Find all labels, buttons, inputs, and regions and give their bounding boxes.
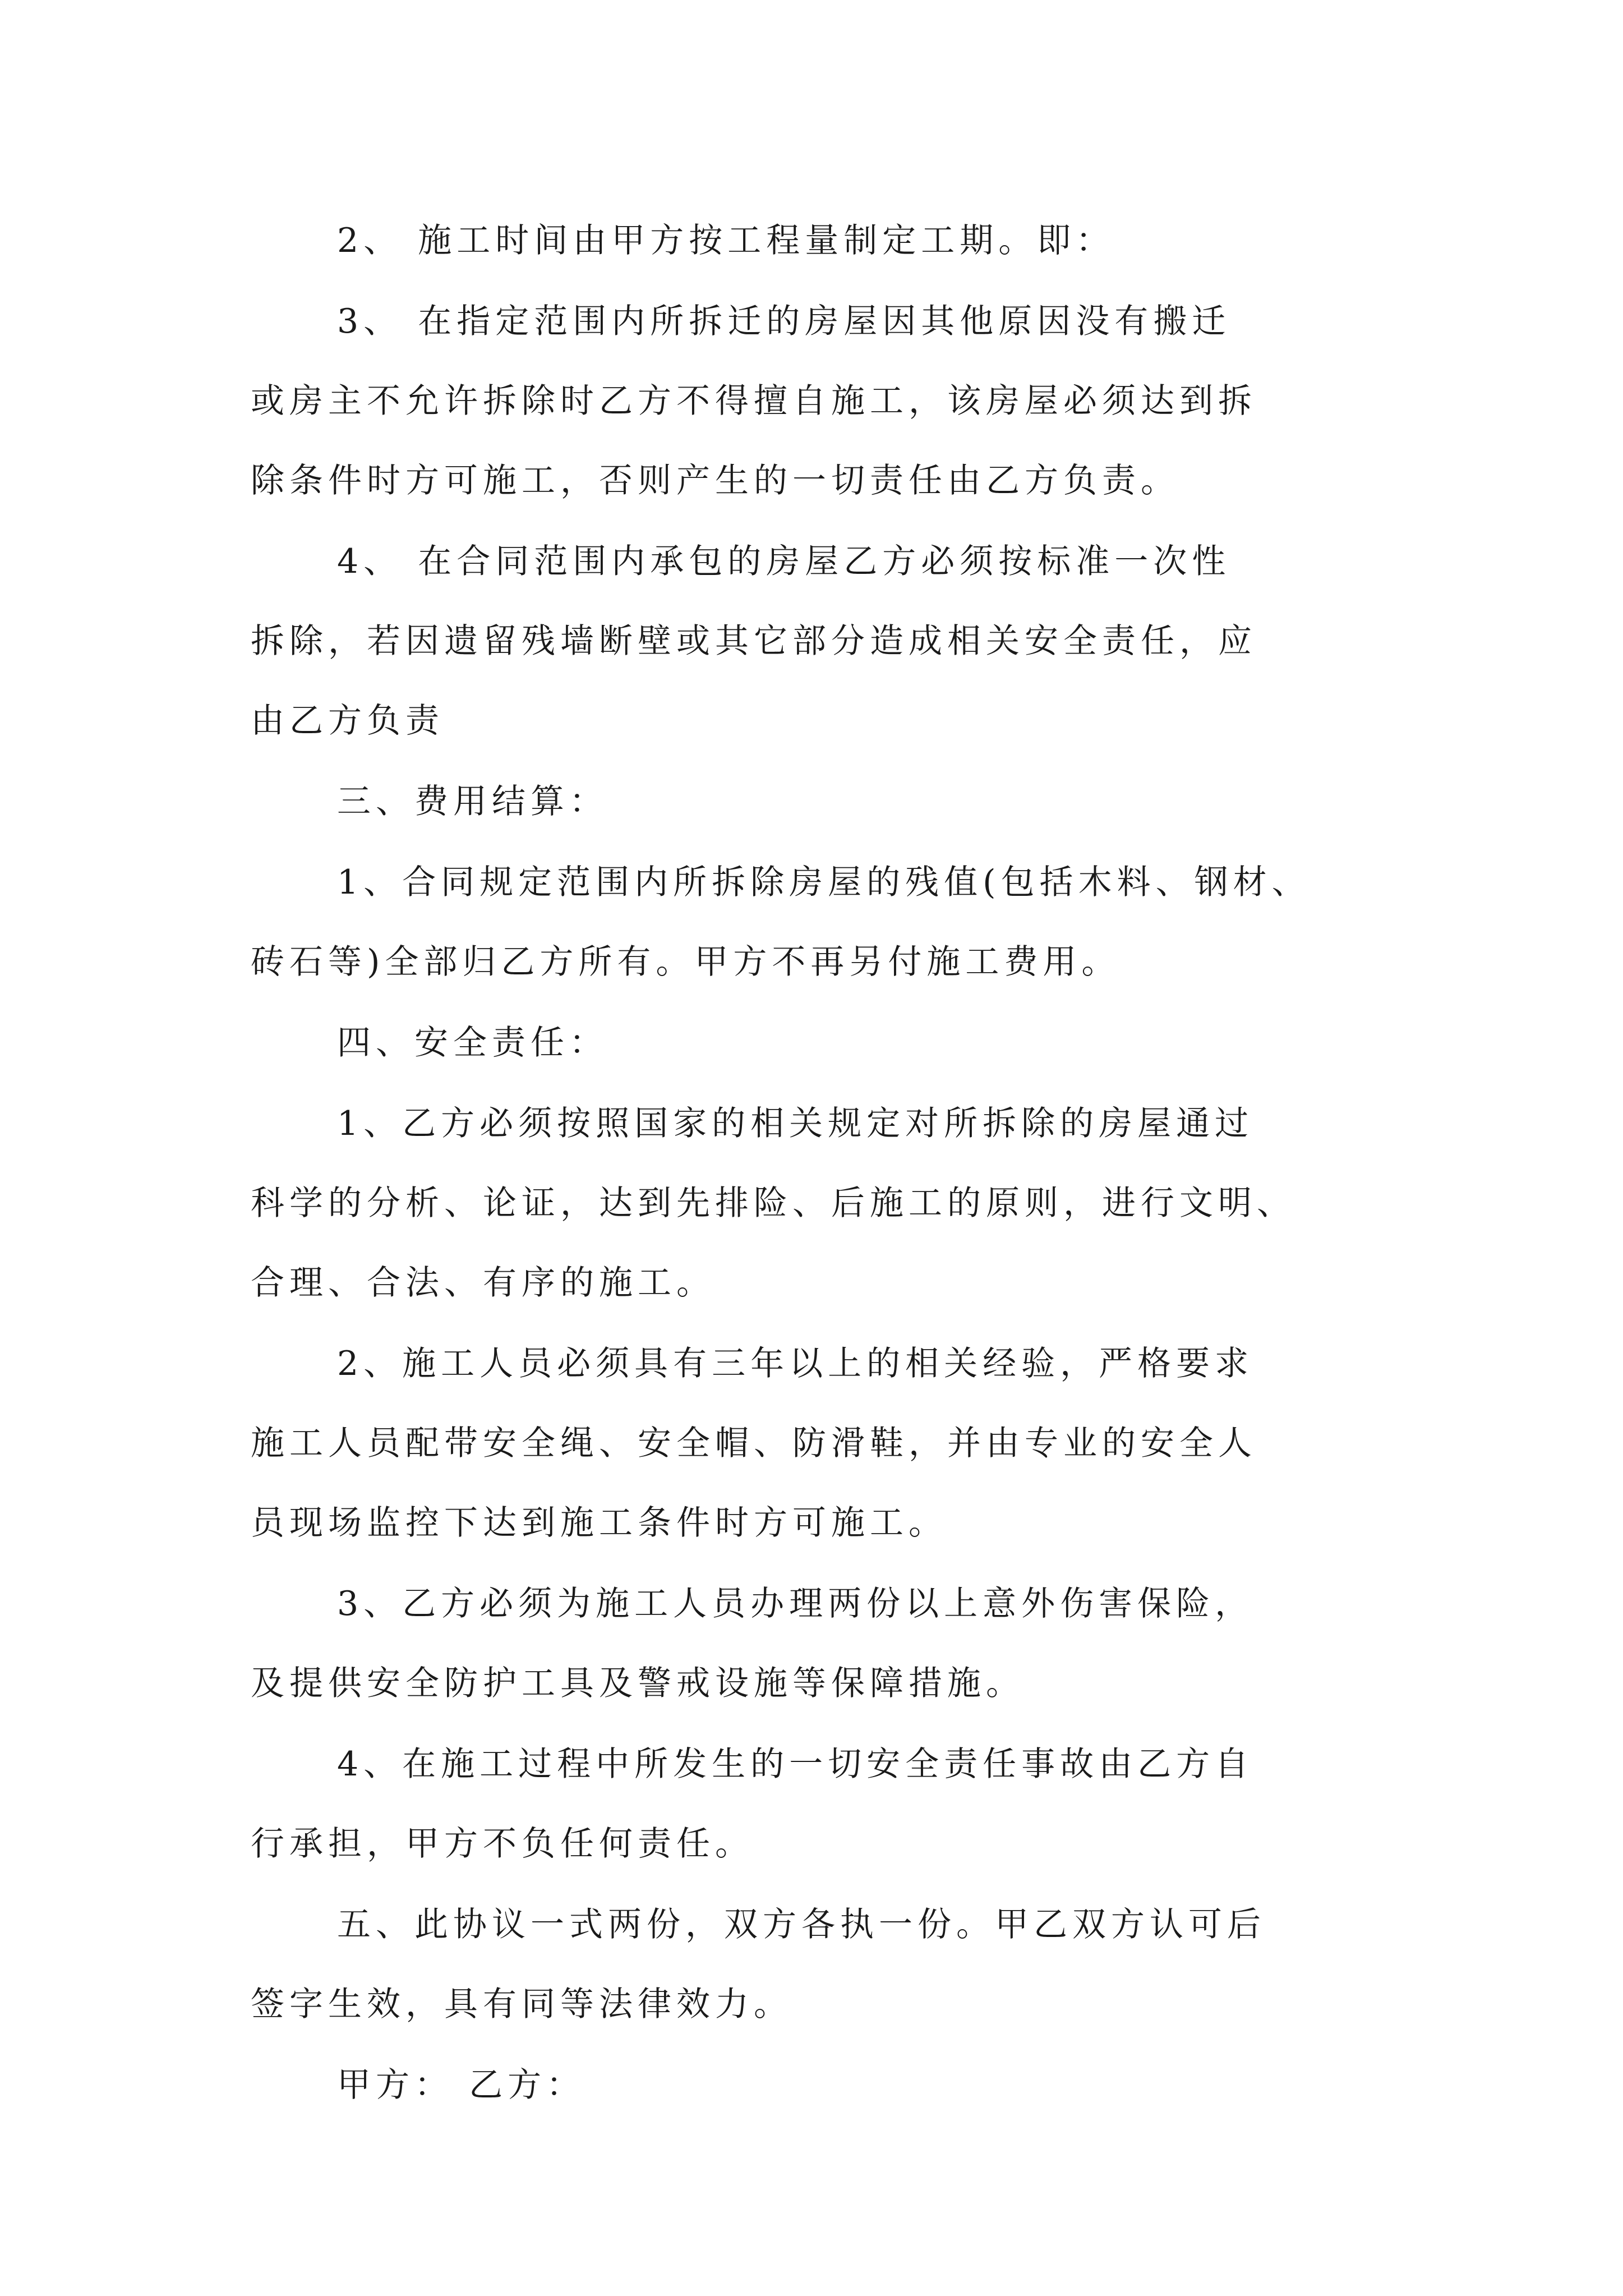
section-heading-cost-settlement [251,762,1372,841]
text-line: 施工人员配带安全绳、安全帽、防滑鞋，并由专业的安全人 [251,1424,1257,1463]
text-line: 签字生效，具有同等法律效力。 [251,1985,792,2024]
text-line: 除条件时方可施工，否则产生的一切责任由乙方负责。 [251,461,1179,500]
text-line: 行承担，甲方不负任何责任。 [251,1824,754,1864]
section-heading-safety-responsibility [251,1003,1372,1083]
text-line: 及提供安全防护工具及警戒设施等保障措施。 [251,1664,1025,1703]
text-line: 砖石等)全部归乙方所有。甲方不再另付施工费用。 [251,942,1121,982]
text-line: 1、合同规定范围内所拆除房屋的残值(包括木料、钢材、 [337,863,1311,902]
text-line: 合理、合法、有序的施工。 [251,1263,715,1303]
text-line: 2、施工人员必须具有三年以上的相关经验，严格要求 [337,1344,1254,1383]
text-line: 科学的分析、论证，达到先排险、后施工的原则，进行文明、 [251,1184,1295,1223]
text-line: 3、乙方必须为施工人员办理两份以上意外伤害保险， [337,1584,1254,1623]
signature-line [251,2045,1372,2125]
text-line: 四、安全责任： [337,1023,608,1062]
text-line: 拆除，若因遗留残墙断壁或其它部分造成相关安全责任，应 [251,622,1257,661]
paragraph-unmoved-houses [251,282,1372,521]
paragraph-worker-requirements [251,1324,1372,1563]
paragraph-insurance [251,1564,1372,1723]
text-line: 三、费用结算： [337,782,608,821]
paragraph-agreement-copies [251,1885,1372,2044]
document-body [251,201,1372,2126]
text-line: 或房主不允许拆除时乙方不得擅自施工，该房屋必须达到拆 [251,381,1257,421]
text-line: 2、 施工时间由甲方按工程量制定工期。即： [337,221,1115,260]
text-line: 4、 在合同范围内承包的房屋乙方必须按标准一次性 [337,542,1231,581]
text-line: 甲方： 乙方： [337,2065,585,2105]
paragraph-demolition-standard [251,522,1372,761]
text-line: 3、 在指定范围内所拆迁的房屋因其他原因没有搬迁 [337,302,1231,341]
text-line: 4、在施工过程中所发生的一切安全责任事故由乙方自 [337,1745,1254,1784]
text-line: 1、乙方必须按照国家的相关规定对所拆除的房屋通过 [337,1104,1254,1143]
text-line: 由乙方负责 [251,701,444,740]
text-line: 五、此协议一式两份，双方各执一份。甲乙双方认可后 [337,1905,1266,1944]
paragraph-accident-liability [251,1724,1372,1884]
paragraph-construction-period [251,201,1372,280]
text-line: 员现场监控下达到施工条件时方可施工。 [251,1503,947,1543]
paragraph-residual-value [251,843,1372,1002]
paragraph-safety-regulations [251,1084,1372,1323]
